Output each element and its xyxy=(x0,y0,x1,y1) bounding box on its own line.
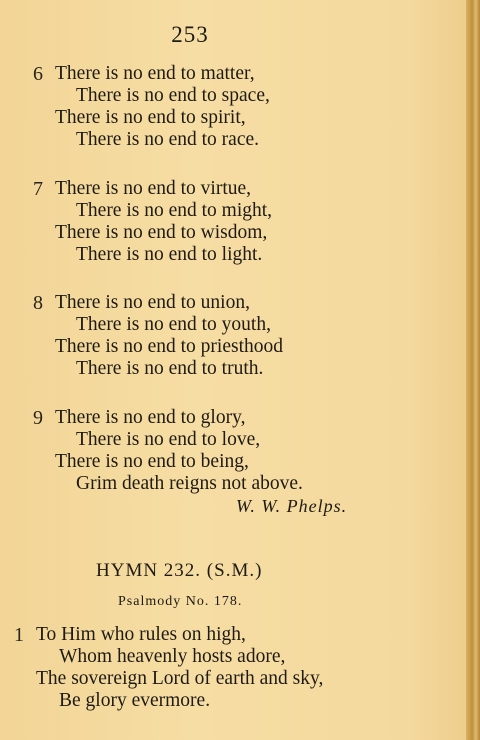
author-attribution: W. W. Phelps. xyxy=(236,496,348,516)
verse-line: The sovereign Lord of earth and sky, xyxy=(36,668,324,689)
verse-line: There is no end to race. xyxy=(76,129,260,150)
stanza-number: 7 xyxy=(33,178,43,200)
verse-line: There is no end to matter, xyxy=(55,63,255,84)
verse-line: There is no end to might, xyxy=(76,200,273,221)
verse-line: There is no end to priesthood xyxy=(55,336,283,357)
verse-line: There is no end to wisdom, xyxy=(55,222,268,243)
stanza-number: 9 xyxy=(33,407,43,429)
page-spine-edge xyxy=(466,0,480,740)
verse-line: There is no end to virtue, xyxy=(55,178,252,199)
verse-line: There is no end to truth. xyxy=(76,358,264,379)
verse-line: There is no end to spirit, xyxy=(55,107,246,128)
stanza-number: 8 xyxy=(33,292,43,314)
verse-line: There is no end to space, xyxy=(76,85,270,106)
verse-line: There is no end to love, xyxy=(76,429,261,450)
verse-line: To Him who rules on high, xyxy=(36,624,246,645)
verse-line: There is no end to union, xyxy=(55,292,250,313)
verse-line: Whom heavenly hosts adore, xyxy=(59,646,286,667)
verse-line: Grim death reigns not above. xyxy=(76,473,303,494)
verse-line: There is no end to glory, xyxy=(55,407,246,428)
tune-reference: Psalmody No. 178. xyxy=(118,594,243,609)
hymn-title: HYMN 232. (S.M.) xyxy=(96,560,263,581)
stanza-number: 6 xyxy=(33,63,43,85)
verse-line: Be glory evermore. xyxy=(59,690,211,711)
verse-line: There is no end to light. xyxy=(76,244,263,265)
stanza-number: 1 xyxy=(14,624,24,646)
page-number: 253 xyxy=(171,22,209,47)
verse-line: There is no end to youth, xyxy=(76,314,271,335)
verse-line: There is no end to being, xyxy=(55,451,249,472)
